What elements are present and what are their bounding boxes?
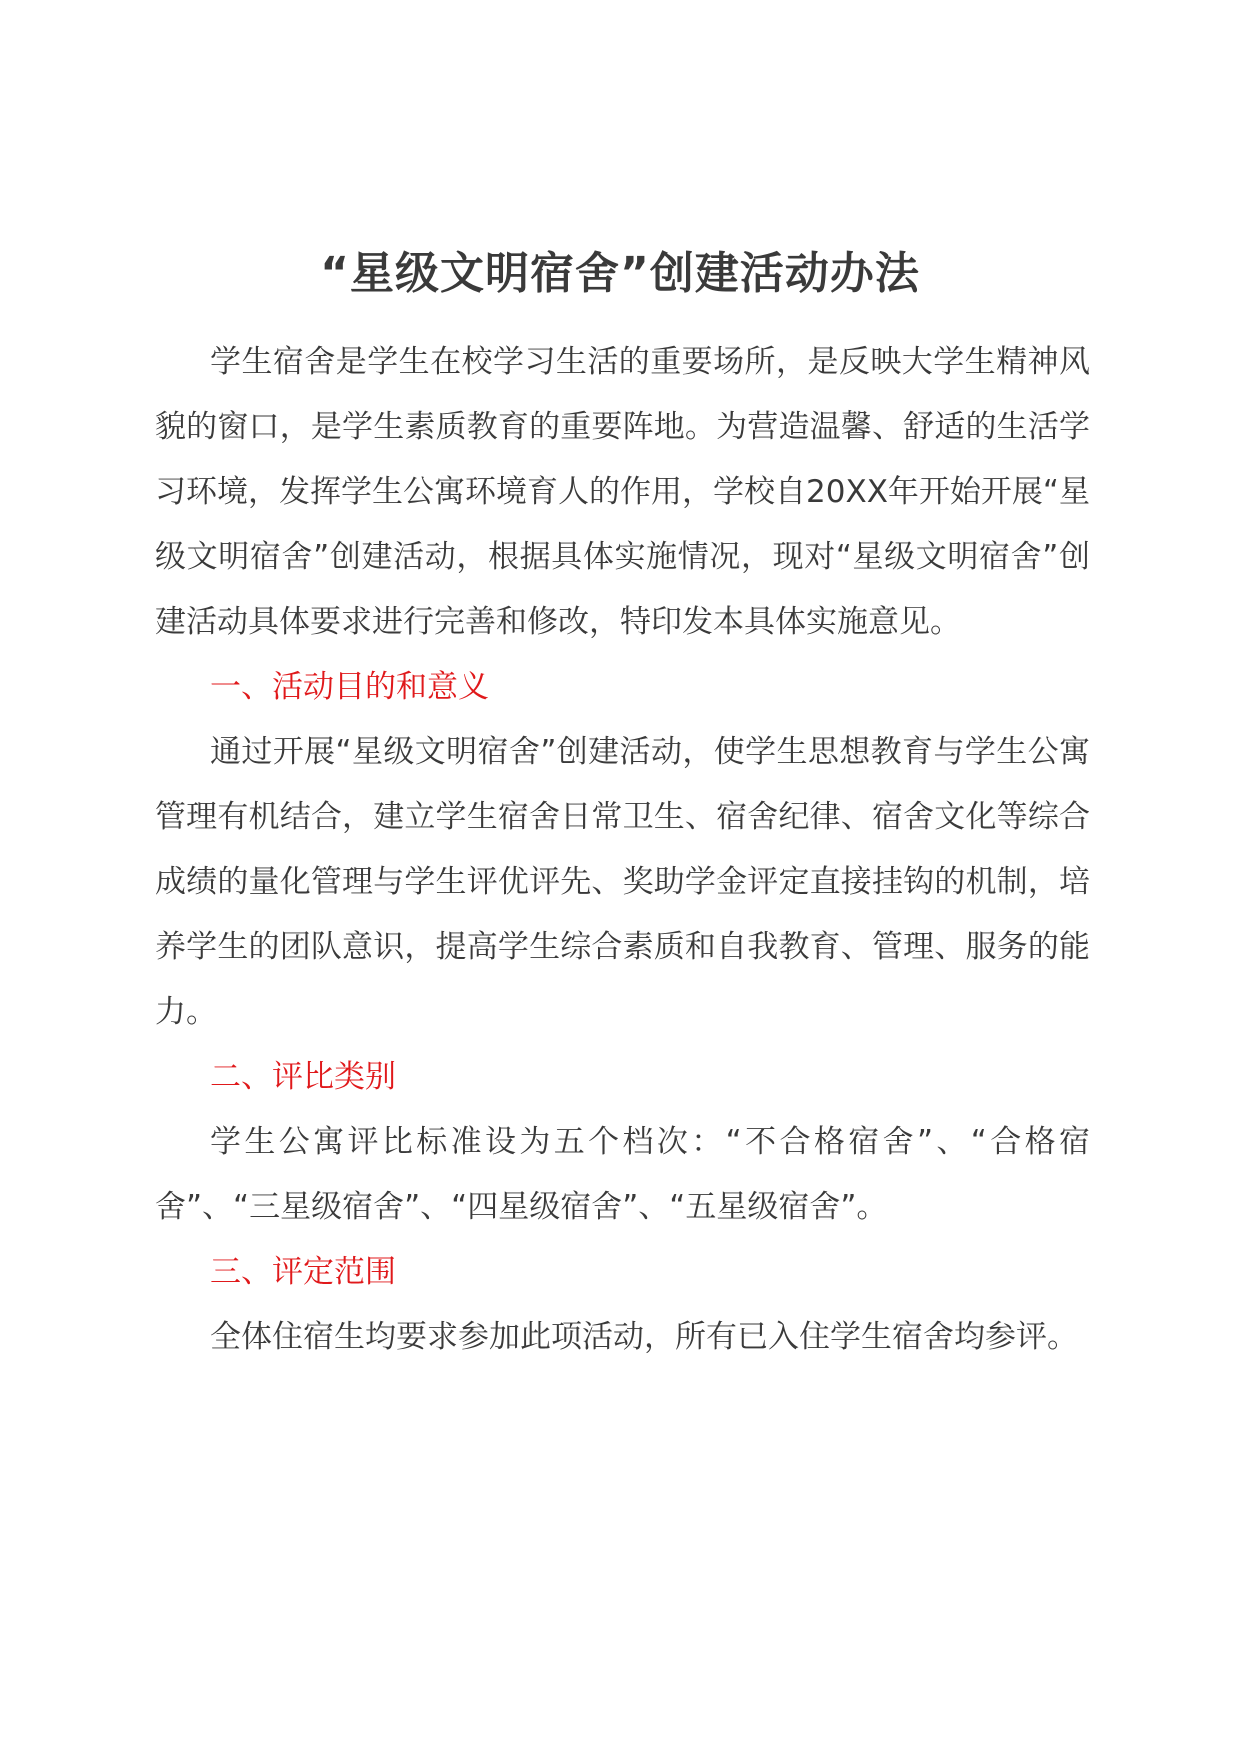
document-body — [155, 330, 1090, 1370]
section-heading-purpose: 一、活动目的和意义 — [210, 669, 489, 705]
document-title: “星级文明宿舍”创建活动办法 — [320, 248, 920, 299]
section-body-scope: 全体住宿生均要求参加此项活动，所有已入住学生宿舍均参评。 — [210, 1319, 1078, 1355]
section-body-categories: 学生公寓评比标准设为五个档次：“不合格宿舍”、“合格宿舍”、“三星级宿舍”、“四星级宿舍”、“五星级宿舍”。 — [155, 1124, 1090, 1225]
section-body-purpose: 通过开展“星级文明宿舍”创建活动，使学生思想教育与学生公寓管理有机结合，建立学生宿舍日常卫生、宿舍纪律、宿舍文化等综合成绩的量化管理与学生评优评先、奖助学金评定直接挂钩的机制，培养学生的团队意识，提高学生综合素质和自我教育、管理、服务的能力。 — [155, 734, 1090, 1030]
intro-paragraph: 学生宿舍是学生在校学习生活的重要场所，是反映大学生精神风貌的窗口，是学生素质教育的重要阵地。为营造温馨、舒适的生活学习环境，发挥学生公寓环境育人的作用，学校自20XX年开始开展“星级文明宿舍”创建活动，根据具体实施情况，现对“星级文明宿舍”创建活动具体要求进行完善和修改，特印发本具体实施意见。 — [155, 344, 1090, 640]
section-heading-categories: 二、评比类别 — [210, 1059, 396, 1095]
section-heading-scope: 三、评定范围 — [210, 1254, 396, 1290]
